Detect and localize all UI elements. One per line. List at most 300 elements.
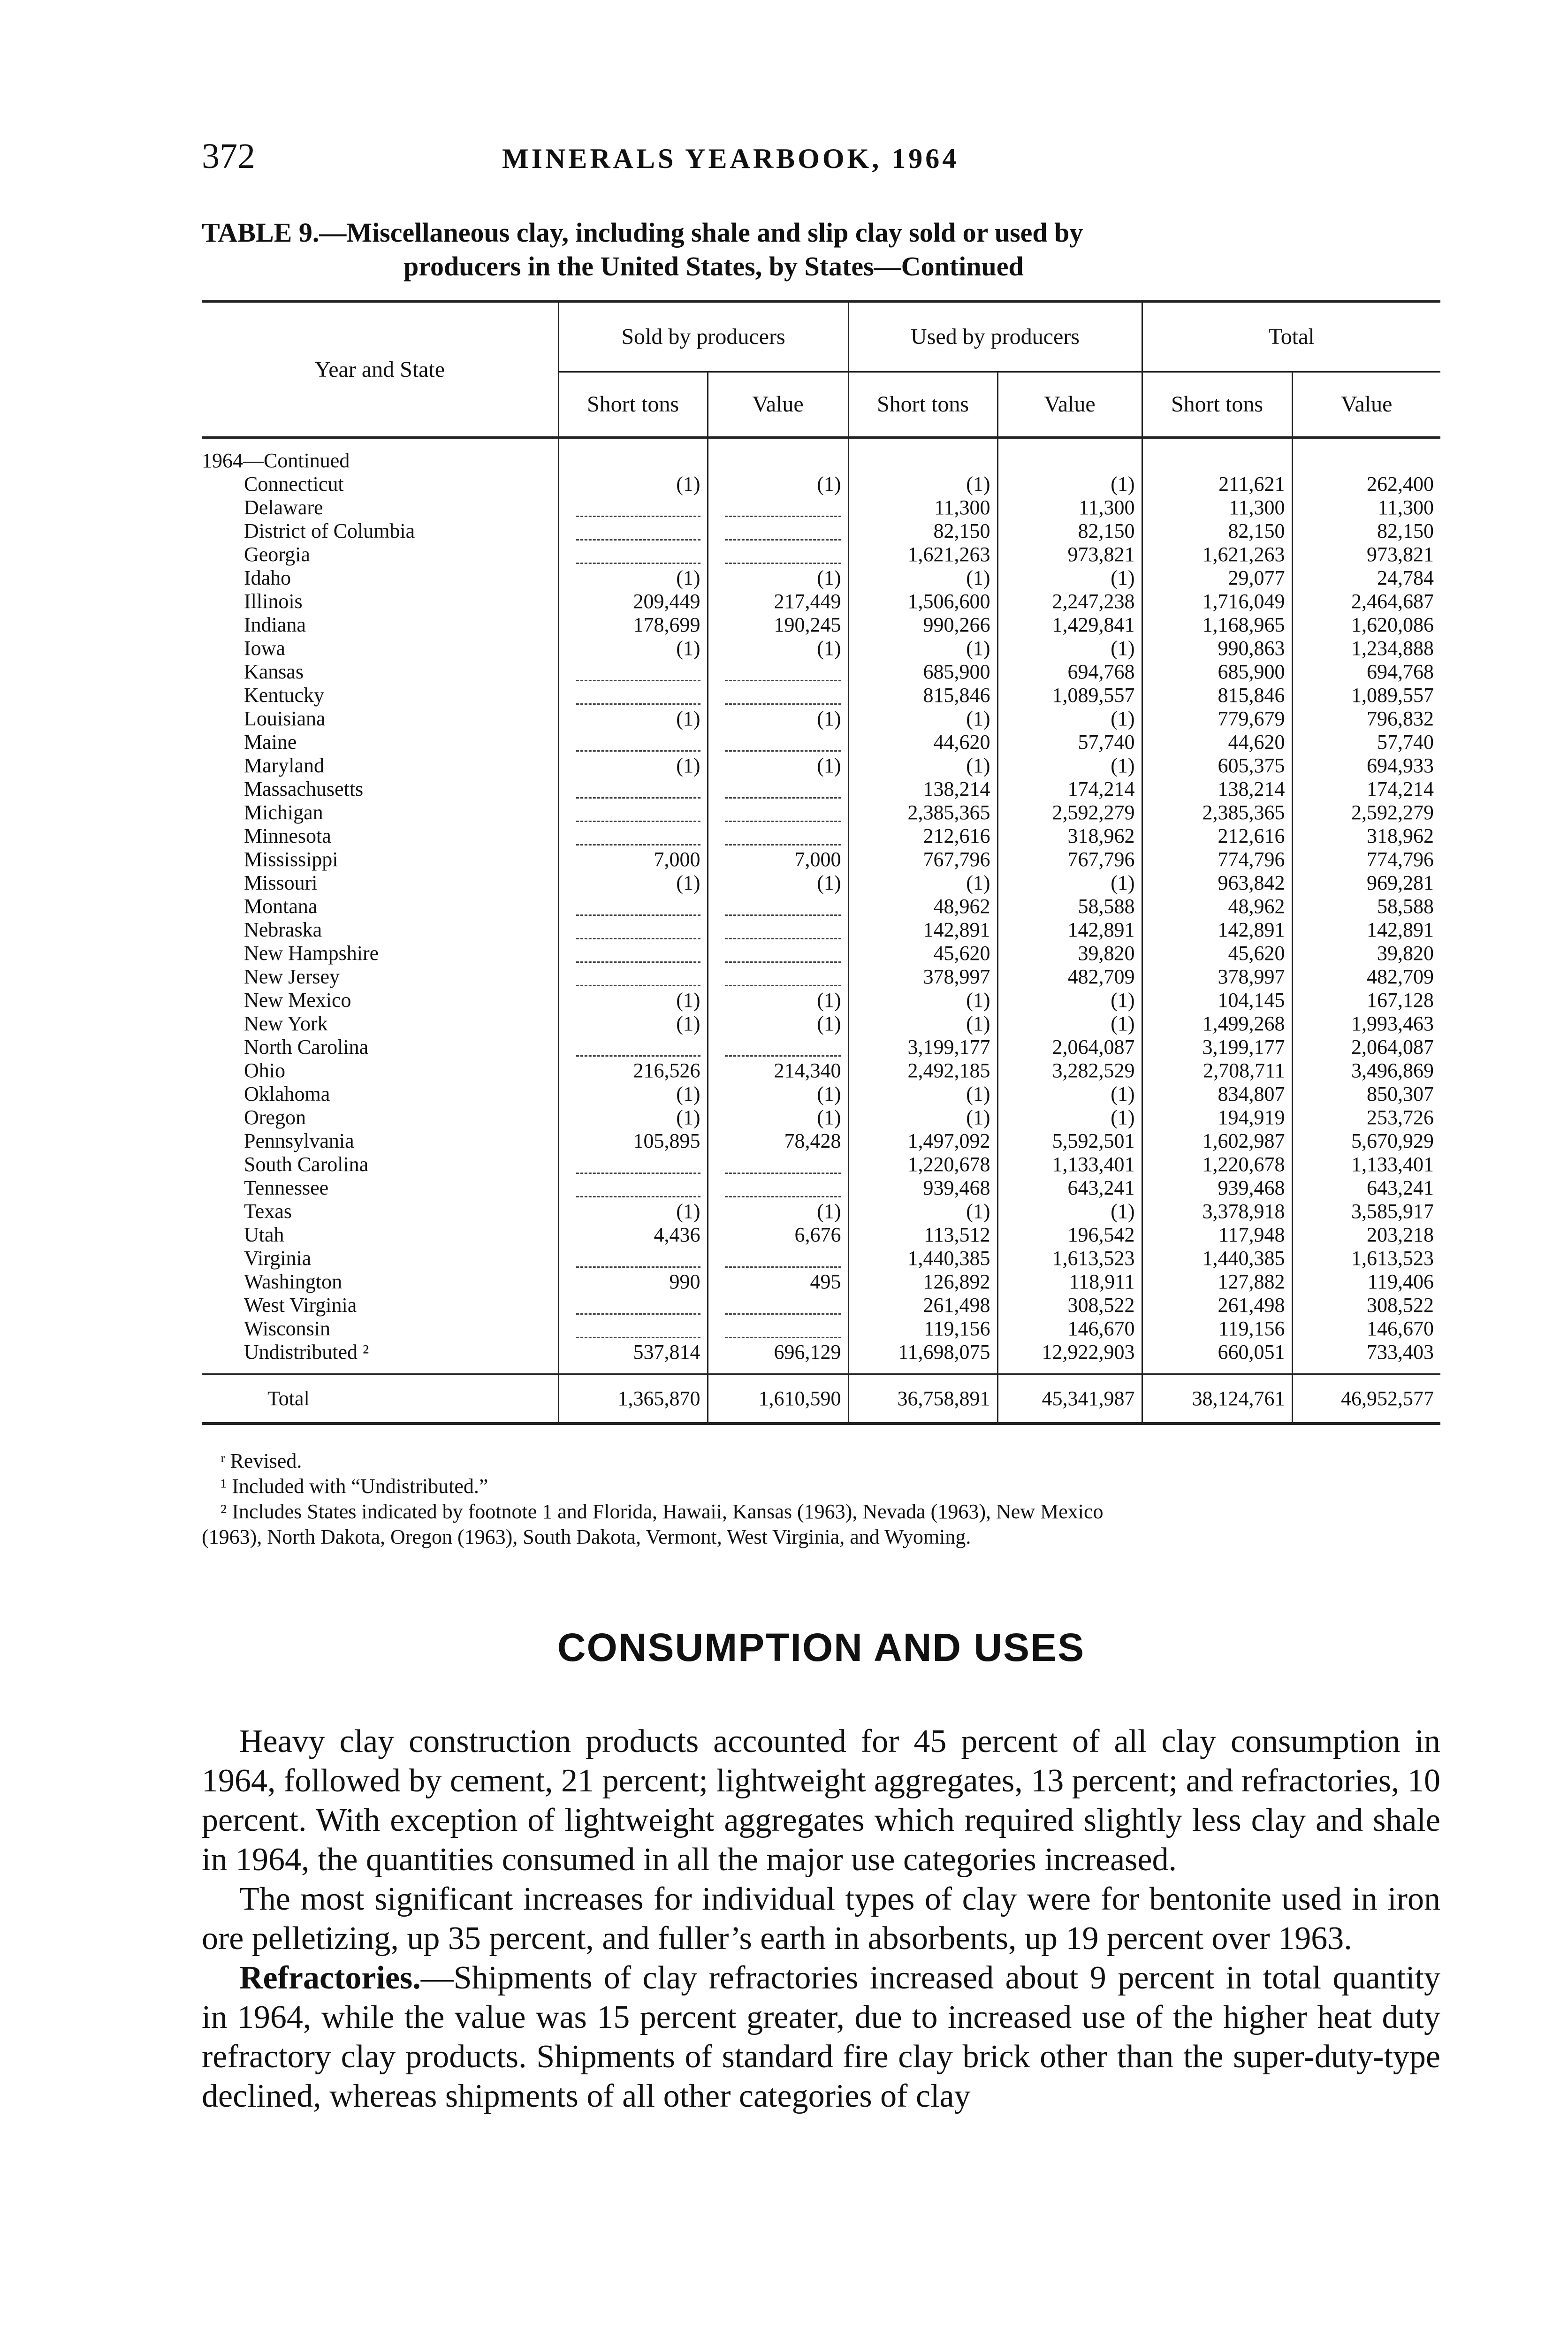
state-label: Indiana bbox=[244, 613, 306, 636]
state-name bbox=[202, 660, 558, 684]
cell-used-value: 767,796 bbox=[997, 848, 1142, 871]
empty-leader bbox=[576, 900, 700, 916]
cell-used-value: 2,247,238 bbox=[997, 590, 1142, 613]
cell-total-tons: 82,150 bbox=[1142, 519, 1292, 543]
cell-total-value: 24,784 bbox=[1292, 566, 1440, 590]
cell-sold-tons: (1) bbox=[558, 637, 708, 660]
cell-used-tons: 378,997 bbox=[848, 965, 997, 989]
cell-total-value: 1,993,463 bbox=[1292, 1012, 1440, 1036]
state-name bbox=[202, 566, 558, 590]
state-name bbox=[202, 496, 558, 519]
cell-total-value: 973,821 bbox=[1292, 543, 1440, 566]
empty-leader bbox=[725, 548, 841, 564]
cell-used-value: 11,300 bbox=[997, 496, 1142, 519]
state-label: Kentucky bbox=[244, 684, 325, 707]
cell-used-value: 2,064,087 bbox=[997, 1036, 1142, 1059]
table-row bbox=[202, 684, 1440, 707]
footnotes bbox=[202, 1448, 1440, 1550]
cell-total-tons: 127,882 bbox=[1142, 1270, 1292, 1294]
empty-leader bbox=[725, 971, 841, 986]
cell-total-value: 11,300 bbox=[1292, 496, 1440, 519]
cell-total-value: 39,820 bbox=[1292, 942, 1440, 965]
cell-sold-value bbox=[708, 777, 848, 801]
cell-total-tons: 211,621 bbox=[1142, 472, 1292, 496]
cell-total-value: 58,588 bbox=[1292, 895, 1440, 918]
body-text bbox=[202, 1722, 1440, 2116]
state-label: Delaware bbox=[244, 496, 323, 519]
cell-total-value: 3,585,917 bbox=[1292, 1200, 1440, 1223]
cell-total-value: 5,670,929 bbox=[1292, 1129, 1440, 1153]
cell-sold-value: (1) bbox=[708, 871, 848, 895]
cell-sold-value: 6,676 bbox=[708, 1223, 848, 1247]
cell-sold-tons: 990 bbox=[558, 1270, 708, 1294]
cell-used-tons: 1,497,092 bbox=[848, 1129, 997, 1153]
cell-sold-value: 495 bbox=[708, 1270, 848, 1294]
cell-sold-tons bbox=[558, 965, 708, 989]
state-name bbox=[202, 543, 558, 566]
cell-sold-tons bbox=[558, 895, 708, 918]
state-name bbox=[202, 965, 558, 989]
state-label: Utah bbox=[244, 1223, 284, 1246]
cell-total-tons: 939,468 bbox=[1142, 1176, 1292, 1200]
state-name bbox=[202, 472, 558, 496]
cell-sold-value bbox=[708, 684, 848, 707]
cell-total-tons: 3,378,918 bbox=[1142, 1200, 1292, 1223]
cell-used-value: 5,592,501 bbox=[997, 1129, 1142, 1153]
cell-total-value: 3,496,869 bbox=[1292, 1059, 1440, 1082]
cell-total-tons: 29,077 bbox=[1142, 566, 1292, 590]
cell-sold-tons: 216,526 bbox=[558, 1059, 708, 1082]
cell-used-value: 308,522 bbox=[997, 1294, 1142, 1317]
cell-used-value: 45,341,987 bbox=[997, 1374, 1142, 1424]
cell-sold-value: 7,000 bbox=[708, 848, 848, 871]
cell-total-tons: 38,124,761 bbox=[1142, 1374, 1292, 1424]
cell-used-tons: 3,199,177 bbox=[848, 1036, 997, 1059]
state-name bbox=[202, 1270, 558, 1294]
cell-total-tons: 779,679 bbox=[1142, 707, 1292, 731]
cell-total-value: 142,891 bbox=[1292, 918, 1440, 942]
cell-used-tons: 261,498 bbox=[848, 1294, 997, 1317]
cell-used-tons: 82,150 bbox=[848, 519, 997, 543]
table-row bbox=[202, 1341, 1440, 1374]
cell-used-value: 973,821 bbox=[997, 543, 1142, 566]
cell-sold-tons bbox=[558, 918, 708, 942]
cell-total-tons: 45,620 bbox=[1142, 942, 1292, 965]
cell-used-value: 146,670 bbox=[997, 1317, 1142, 1341]
cell-used-tons: 36,758,891 bbox=[848, 1374, 997, 1424]
table-row bbox=[202, 1223, 1440, 1247]
footnote-1: ¹ Included with “Undistributed.” bbox=[221, 1475, 488, 1498]
state-label: Idaho bbox=[244, 566, 291, 589]
empty-leader bbox=[725, 783, 841, 799]
cell-total-tons: 834,807 bbox=[1142, 1082, 1292, 1106]
cell-total-value: 82,150 bbox=[1292, 519, 1440, 543]
cell-used-value: (1) bbox=[997, 871, 1142, 895]
state-name bbox=[202, 989, 558, 1012]
empty-leader bbox=[725, 666, 841, 681]
cell-total-tons: 1,621,263 bbox=[1142, 543, 1292, 566]
cell-total-value: 1,133,401 bbox=[1292, 1153, 1440, 1176]
cell-total-tons: 194,919 bbox=[1142, 1106, 1292, 1129]
state-label: New Mexico bbox=[244, 989, 351, 1012]
cell-total-tons: 142,891 bbox=[1142, 918, 1292, 942]
cell-used-tons: (1) bbox=[848, 472, 997, 496]
cell-used-tons: 45,620 bbox=[848, 942, 997, 965]
paragraph-3-text: —Shipments of clay refractories increased about 9 percent in total quantity in 1964, while the value was 15 percent greater, due to increased use of the higher heat duty refractory clay products. Shipments of standard fire clay brick other than the super-duty-type declined, whereas shipments of all other categories of clay bbox=[202, 1960, 1440, 2114]
cell-total-tons: 1,168,965 bbox=[1142, 613, 1292, 637]
group-label: 1964—Continued bbox=[202, 449, 350, 472]
cell-used-value: (1) bbox=[997, 1200, 1142, 1223]
state-name bbox=[202, 918, 558, 942]
cell-used-value: (1) bbox=[997, 1012, 1142, 1036]
state-label: New Hampshire bbox=[244, 942, 379, 965]
state-name bbox=[202, 848, 558, 871]
cell-total-value: 643,241 bbox=[1292, 1176, 1440, 1200]
state-label: Virginia bbox=[244, 1247, 312, 1270]
state-label: Minnesota bbox=[244, 824, 331, 847]
cell-sold-value: (1) bbox=[708, 1200, 848, 1223]
cell-used-value: (1) bbox=[997, 754, 1142, 777]
cell-sold-tons bbox=[558, 824, 708, 848]
cell-total-tons: 605,375 bbox=[1142, 754, 1292, 777]
cell-sold-value bbox=[708, 1317, 848, 1341]
state-name bbox=[202, 1317, 558, 1341]
state-label: Connecticut bbox=[244, 472, 344, 495]
cell-sold-tons: 178,699 bbox=[558, 613, 708, 637]
cell-sold-value bbox=[708, 1176, 848, 1200]
cell-used-value: 57,740 bbox=[997, 731, 1142, 754]
cell-total-tons: 1,602,987 bbox=[1142, 1129, 1292, 1153]
cell-used-value: (1) bbox=[997, 1106, 1142, 1129]
empty-leader bbox=[725, 689, 841, 705]
state-label: Oregon bbox=[244, 1106, 306, 1129]
state-label: Massachusetts bbox=[244, 777, 364, 800]
cell-used-value: 118,911 bbox=[997, 1270, 1142, 1294]
empty-leader bbox=[725, 1252, 841, 1268]
cell-total-tons: 1,499,268 bbox=[1142, 1012, 1292, 1036]
cell-used-tons: 2,385,365 bbox=[848, 801, 997, 824]
cell-sold-value: (1) bbox=[708, 472, 848, 496]
cell-used-tons: 48,962 bbox=[848, 895, 997, 918]
cell-used-value: 2,592,279 bbox=[997, 801, 1142, 824]
state-label: Washington bbox=[244, 1270, 343, 1293]
cell-total-value: 774,796 bbox=[1292, 848, 1440, 871]
cell-total-value: 1,089,557 bbox=[1292, 684, 1440, 707]
cell-total-value: 969,281 bbox=[1292, 871, 1440, 895]
cell-total-value: 694,933 bbox=[1292, 754, 1440, 777]
cell-total-value: 119,406 bbox=[1292, 1270, 1440, 1294]
state-label: Total bbox=[267, 1387, 310, 1410]
table-row bbox=[202, 1270, 1440, 1294]
running-title: MINERALS YEARBOOK, 1964 bbox=[502, 143, 959, 174]
cell-sold-value bbox=[708, 918, 848, 942]
cell-sold-tons: (1) bbox=[558, 1106, 708, 1129]
empty-leader bbox=[576, 947, 700, 963]
cell-sold-tons bbox=[558, 1294, 708, 1317]
state-name bbox=[202, 1247, 558, 1270]
state-name bbox=[202, 777, 558, 801]
cell-used-value: 1,133,401 bbox=[997, 1153, 1142, 1176]
empty-leader bbox=[576, 502, 700, 517]
cell-total-value: 167,128 bbox=[1292, 989, 1440, 1012]
cell-used-tons: 126,892 bbox=[848, 1270, 997, 1294]
state-name bbox=[202, 1082, 558, 1106]
cell-sold-value bbox=[708, 801, 848, 824]
state-name bbox=[202, 824, 558, 848]
cell-sold-tons bbox=[558, 684, 708, 707]
cell-total-value: 850,307 bbox=[1292, 1082, 1440, 1106]
cell-used-value: 694,768 bbox=[997, 660, 1142, 684]
cell-sold-tons bbox=[558, 801, 708, 824]
cell-sold-value: 217,449 bbox=[708, 590, 848, 613]
table-row bbox=[202, 824, 1440, 848]
empty-leader bbox=[725, 525, 841, 541]
state-name bbox=[202, 801, 558, 824]
state-label: Montana bbox=[244, 895, 318, 918]
cell-total-tons: 44,620 bbox=[1142, 731, 1292, 754]
table-row bbox=[202, 613, 1440, 637]
cell-sold-tons: (1) bbox=[558, 472, 708, 496]
cell-used-value: 3,282,529 bbox=[997, 1059, 1142, 1082]
state-label: Missouri bbox=[244, 871, 318, 894]
cell-used-tons: 1,506,600 bbox=[848, 590, 997, 613]
cell-sold-tons: (1) bbox=[558, 1012, 708, 1036]
state-label: Texas bbox=[244, 1200, 292, 1223]
cell-sold-value: (1) bbox=[708, 754, 848, 777]
cell-sold-tons bbox=[558, 1036, 708, 1059]
table-row bbox=[202, 895, 1440, 918]
cell-sold-tons bbox=[558, 519, 708, 543]
cell-total-tons: 660,051 bbox=[1142, 1341, 1292, 1374]
cell-used-value: 82,150 bbox=[997, 519, 1142, 543]
cell-used-tons: 990,266 bbox=[848, 613, 997, 637]
cell-sold-tons: 4,436 bbox=[558, 1223, 708, 1247]
table-row bbox=[202, 942, 1440, 965]
col-sub-short-tons: Short tons bbox=[1142, 372, 1292, 438]
cell-sold-tons: (1) bbox=[558, 754, 708, 777]
table-row bbox=[202, 566, 1440, 590]
empty-leader bbox=[725, 1182, 841, 1197]
cell-total-value: 262,400 bbox=[1292, 472, 1440, 496]
state-name bbox=[202, 1012, 558, 1036]
col-sub-value: Value bbox=[1292, 372, 1440, 438]
table-row bbox=[202, 1036, 1440, 1059]
table-row bbox=[202, 777, 1440, 801]
state-name bbox=[202, 637, 558, 660]
cell-total-value: 733,403 bbox=[1292, 1341, 1440, 1374]
cell-total-tons: 685,900 bbox=[1142, 660, 1292, 684]
cell-total-tons: 815,846 bbox=[1142, 684, 1292, 707]
table-row bbox=[202, 989, 1440, 1012]
col-sub-short-tons: Short tons bbox=[558, 372, 708, 438]
state-label: Maryland bbox=[244, 754, 325, 777]
empty-leader bbox=[576, 1158, 700, 1174]
cell-used-value: (1) bbox=[997, 707, 1142, 731]
empty-leader bbox=[725, 900, 841, 916]
cell-total-tons: 774,796 bbox=[1142, 848, 1292, 871]
cell-sold-value bbox=[708, 543, 848, 566]
cell-sold-value: 1,610,590 bbox=[708, 1374, 848, 1424]
state-name bbox=[202, 1059, 558, 1082]
cell-sold-tons bbox=[558, 1176, 708, 1200]
cell-used-value: 58,588 bbox=[997, 895, 1142, 918]
cell-sold-value bbox=[708, 519, 848, 543]
cell-total-value: 796,832 bbox=[1292, 707, 1440, 731]
paragraph-1: Heavy clay construction products accounted for 45 percent of all clay consumption in 1964, followed by cement, 21 percent; lightweight aggregates, 13 percent; and refractories, 10 percent. With exception of lightweight aggregates which required slightly less clay and shale in 1964, the quantities consumed in all the major use categories increased. bbox=[202, 1723, 1440, 1878]
cell-total-tons: 2,708,711 bbox=[1142, 1059, 1292, 1082]
cell-sold-value: 696,129 bbox=[708, 1341, 848, 1374]
group-row bbox=[202, 438, 1440, 473]
cell-used-tons: 767,796 bbox=[848, 848, 997, 871]
cell-total-value: 694,768 bbox=[1292, 660, 1440, 684]
table-row bbox=[202, 848, 1440, 871]
cell-used-tons: 2,492,185 bbox=[848, 1059, 997, 1082]
footnote-2: ² Includes States indicated by footnote 1 and Florida, Hawaii, Kansas (1963), Nevada (1963), New Mexico bbox=[221, 1500, 1104, 1523]
table-row bbox=[202, 1294, 1440, 1317]
cell-used-tons: (1) bbox=[848, 707, 997, 731]
cell-total-value: 57,740 bbox=[1292, 731, 1440, 754]
state-name bbox=[202, 613, 558, 637]
cell-sold-value: 214,340 bbox=[708, 1059, 848, 1082]
empty-leader bbox=[576, 971, 700, 986]
cell-sold-tons: 209,449 bbox=[558, 590, 708, 613]
state-name bbox=[202, 590, 558, 613]
cell-sold-tons bbox=[558, 942, 708, 965]
cell-used-tons: (1) bbox=[848, 637, 997, 660]
cell-sold-tons: 105,895 bbox=[558, 1129, 708, 1153]
empty-leader bbox=[576, 924, 700, 939]
state-label: New Jersey bbox=[244, 965, 340, 988]
cell-used-value: 1,429,841 bbox=[997, 613, 1142, 637]
page bbox=[202, 136, 1440, 2116]
run-in-heading: Refractories. bbox=[239, 1960, 421, 1996]
state-label: West Virginia bbox=[244, 1294, 357, 1317]
cell-total-value: 308,522 bbox=[1292, 1294, 1440, 1317]
cell-used-tons: (1) bbox=[848, 1082, 997, 1106]
col-header-total: Total bbox=[1142, 302, 1440, 372]
state-label: Georgia bbox=[244, 543, 310, 566]
cell-sold-value bbox=[708, 660, 848, 684]
empty-leader bbox=[576, 807, 700, 822]
cell-sold-tons bbox=[558, 1247, 708, 1270]
cell-used-value: (1) bbox=[997, 637, 1142, 660]
cell-total-value: 2,064,087 bbox=[1292, 1036, 1440, 1059]
empty-leader bbox=[576, 783, 700, 799]
col-sub-short-tons: Short tons bbox=[848, 372, 997, 438]
table-row bbox=[202, 1059, 1440, 1082]
state-label: Michigan bbox=[244, 801, 323, 824]
state-name bbox=[202, 754, 558, 777]
state-label: Illinois bbox=[244, 590, 303, 613]
empty-leader bbox=[576, 736, 700, 752]
state-name bbox=[202, 1153, 558, 1176]
cell-used-value: 318,962 bbox=[997, 824, 1142, 848]
table-row bbox=[202, 1176, 1440, 1200]
cell-used-value: 482,709 bbox=[997, 965, 1142, 989]
state-name bbox=[202, 1200, 558, 1223]
cell-total-tons: 212,616 bbox=[1142, 824, 1292, 848]
state-label: North Carolina bbox=[244, 1036, 369, 1059]
cell-sold-value bbox=[708, 942, 848, 965]
table-row bbox=[202, 496, 1440, 519]
empty-leader bbox=[576, 689, 700, 705]
cell-total-value: 1,613,523 bbox=[1292, 1247, 1440, 1270]
cell-total-value: 46,952,577 bbox=[1292, 1374, 1440, 1424]
cell-used-tons: 685,900 bbox=[848, 660, 997, 684]
table-row bbox=[202, 590, 1440, 613]
state-label: Iowa bbox=[244, 637, 285, 660]
state-label: Oklahoma bbox=[244, 1082, 330, 1105]
cell-used-tons: 11,698,075 bbox=[848, 1341, 997, 1374]
table-row bbox=[202, 1012, 1440, 1036]
table-row bbox=[202, 1129, 1440, 1153]
empty-leader bbox=[576, 830, 700, 845]
cell-used-tons: (1) bbox=[848, 1012, 997, 1036]
table-row bbox=[202, 918, 1440, 942]
cell-total-value: 253,726 bbox=[1292, 1106, 1440, 1129]
cell-total-tons: 1,220,678 bbox=[1142, 1153, 1292, 1176]
state-name bbox=[202, 1294, 558, 1317]
empty-leader bbox=[725, 947, 841, 963]
cell-used-value: 1,089,557 bbox=[997, 684, 1142, 707]
cell-total-tons: 261,498 bbox=[1142, 1294, 1292, 1317]
cell-used-value: 39,820 bbox=[997, 942, 1142, 965]
cell-sold-value: (1) bbox=[708, 1082, 848, 1106]
cell-sold-value: 190,245 bbox=[708, 613, 848, 637]
table-row bbox=[202, 965, 1440, 989]
state-label: New York bbox=[244, 1012, 328, 1035]
cell-used-tons: 212,616 bbox=[848, 824, 997, 848]
cell-used-tons: (1) bbox=[848, 1200, 997, 1223]
cell-used-tons: 939,468 bbox=[848, 1176, 997, 1200]
cell-used-tons: 119,156 bbox=[848, 1317, 997, 1341]
state-label: Louisiana bbox=[244, 707, 326, 730]
cell-sold-tons: 1,365,870 bbox=[558, 1374, 708, 1424]
cell-total-tons: 3,199,177 bbox=[1142, 1036, 1292, 1059]
cell-total-value: 203,218 bbox=[1292, 1223, 1440, 1247]
state-label: Undistributed ² bbox=[244, 1341, 369, 1363]
cell-sold-value bbox=[708, 824, 848, 848]
cell-sold-value bbox=[708, 1247, 848, 1270]
cell-sold-value bbox=[708, 1294, 848, 1317]
cell-used-value: (1) bbox=[997, 1082, 1142, 1106]
clay-table bbox=[202, 300, 1440, 1425]
cell-total-value: 2,592,279 bbox=[1292, 801, 1440, 824]
cell-sold-tons bbox=[558, 1153, 708, 1176]
table-row bbox=[202, 543, 1440, 566]
empty-leader bbox=[576, 525, 700, 541]
cell-sold-tons: (1) bbox=[558, 1082, 708, 1106]
cell-sold-value: (1) bbox=[708, 1012, 848, 1036]
table-row bbox=[202, 1082, 1440, 1106]
table-row bbox=[202, 731, 1440, 754]
cell-used-tons: 1,220,678 bbox=[848, 1153, 997, 1176]
cell-used-tons: (1) bbox=[848, 1106, 997, 1129]
table-row bbox=[202, 754, 1440, 777]
table-row bbox=[202, 707, 1440, 731]
table-row bbox=[202, 1106, 1440, 1129]
state-label: Mississippi bbox=[244, 848, 338, 871]
table-row bbox=[202, 1153, 1440, 1176]
empty-leader bbox=[725, 807, 841, 822]
state-label: Tennessee bbox=[244, 1176, 329, 1199]
cell-sold-tons: 537,814 bbox=[558, 1341, 708, 1374]
empty-leader bbox=[576, 666, 700, 681]
state-label: Nebraska bbox=[244, 918, 322, 941]
table-row bbox=[202, 660, 1440, 684]
state-name bbox=[202, 871, 558, 895]
cell-used-value: 196,542 bbox=[997, 1223, 1142, 1247]
